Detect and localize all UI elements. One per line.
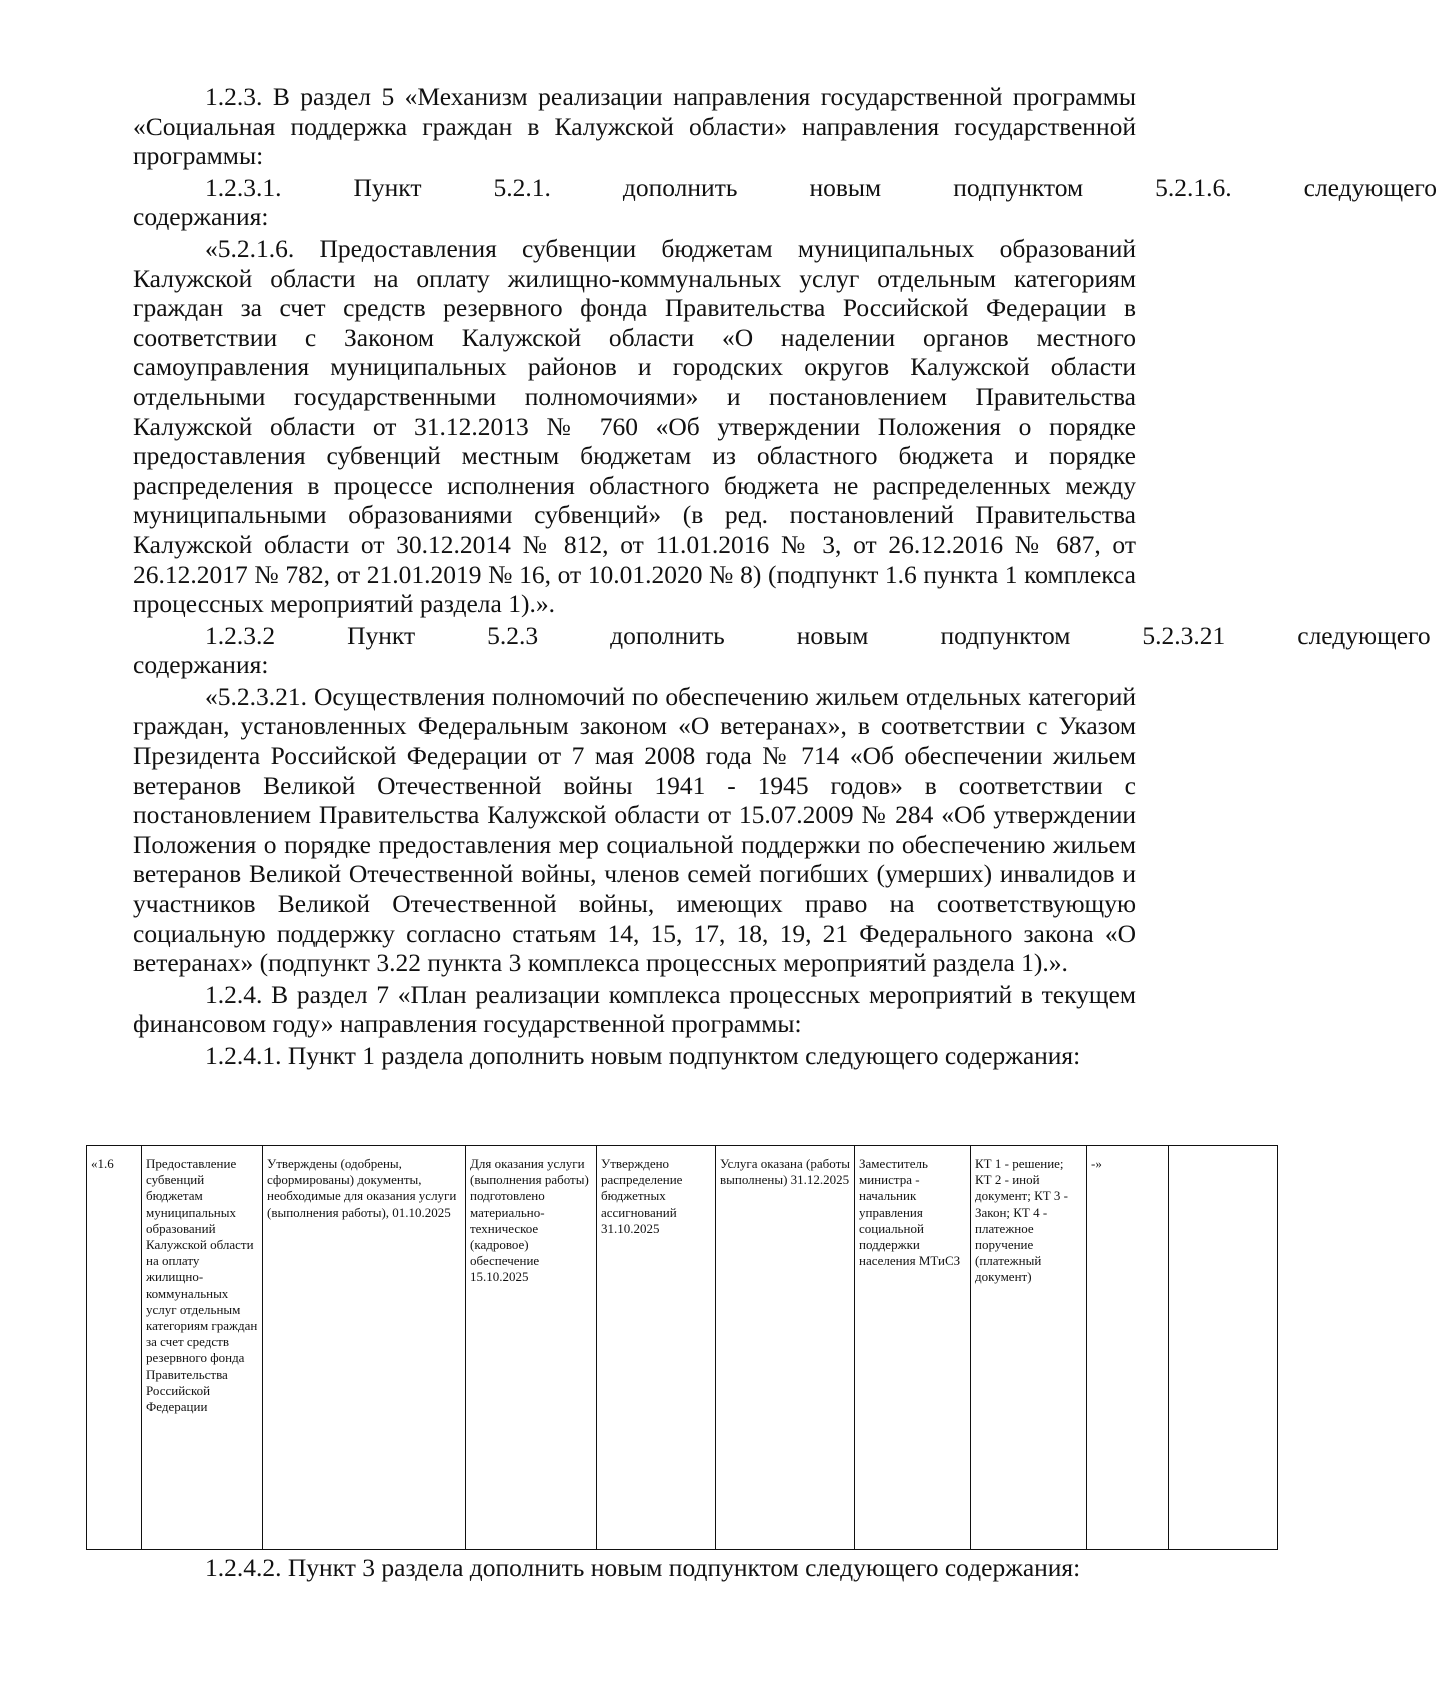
cell-control-point-4: Услуга оказана (работы выполнены) 31.12.2025 bbox=[716, 1146, 855, 1550]
cell-closing-mark: -» bbox=[1087, 1146, 1169, 1550]
cell-empty bbox=[1169, 1146, 1278, 1550]
cell-control-point-2: Для оказания услуги (выполнения работы) подготовлено материально-техническое (кадровое) обеспечение 15.10.2025 bbox=[466, 1146, 597, 1550]
paragraph-1-2-3-1-head bbox=[133, 172, 1437, 203]
word: 5.2.1.6. bbox=[1155, 172, 1232, 202]
paragraph-5-2-1-6: «5.2.1.6. Предоставления субвенции бюджетам муниципальных образований Калужской области на оплату жилищно-коммунальных услуг отдельным категориям граждан за счет средств резервного фонда Правительства Российской Федерации в соответствии с Законом Калужской области «О наделении органов местного самоуправления муниципальных районов и городских округов Калужской области отдельными государственными полномочиями» и постановлением Правительства Калужской области от 31.12.2013 № 760 «Об утверждении Положения о порядке предоставления субвенций местным бюджетам из областного бюджета и порядке распределения в процессе исполнения областного бюджета не распределенных между муниципальными образованиями субвенций» (в ред. постановлений Правительства Калужской области от 30.12.2014 № 812, от 11.01.2016 № 3, от 26.12.2016 № 687, от 26.12.2017 № 782, от 21.01.2019 № 16, от 10.01.2020 № 8) (подпункт 1.6 пункта 1 комплекса процессных мероприятий раздела 1).». bbox=[133, 233, 1136, 619]
word: 1.2.3.2 bbox=[205, 620, 276, 650]
paragraph-1-2-4-1: 1.2.4.1. Пункт 1 раздела дополнить новым подпунктом следующего содержания: bbox=[205, 1041, 1081, 1070]
word: дополнить bbox=[610, 620, 725, 650]
paragraph-1-2-3-2-head bbox=[133, 620, 1431, 651]
paragraph-1-2-4: 1.2.4. В раздел 7 «План реализации комплекса процессных мероприятий в текущем финансовом году» направления государственной программы: bbox=[133, 979, 1136, 1039]
document-page bbox=[133, 82, 1437, 1071]
word: Пункт bbox=[353, 172, 422, 202]
cell-event-name: Предоставление субвенций бюджетам муниципальных образований Калужской области на оплату жилищно-коммунальных услуг отдельным категориям граждан за счет средств резервного фонда Правительства Российской Федерации bbox=[142, 1146, 263, 1550]
word: новым bbox=[796, 620, 869, 650]
paragraph-1-2-3: 1.2.3. В раздел 5 «Механизм реализации направления государственной программы «Социальная поддержка граждан в Калужской области» направления государственной программы: bbox=[133, 82, 1136, 171]
word: подпунктом bbox=[940, 620, 1071, 650]
word: следующего bbox=[1303, 172, 1437, 202]
word: дополнить bbox=[622, 172, 738, 202]
paragraph-1-2-4-2-wrap bbox=[133, 1553, 1136, 1583]
plan-table bbox=[86, 1145, 1278, 1550]
word: 5.2.3 bbox=[487, 620, 539, 650]
paragraph-1-2-3-2-tail: содержания: bbox=[133, 650, 269, 680]
word: 5.2.1. bbox=[493, 172, 551, 202]
word: новым bbox=[809, 172, 882, 202]
word: следующего bbox=[1297, 620, 1431, 650]
cell-control-point-1: Утверждены (одобрены, сформированы) документы, необходимые для оказания услуги (выполнения работы), 01.10.2025 bbox=[263, 1146, 466, 1550]
word: подпунктом bbox=[953, 172, 1084, 202]
cell-number: «1.6 bbox=[87, 1146, 142, 1550]
cell-document-types: КТ 1 - решение; КТ 2 - иной документ; КТ 3 - Закон; КТ 4 - платежное поручение (платежный документ) bbox=[971, 1146, 1087, 1550]
cell-responsible: Заместитель министра - начальник управления социальной поддержки населения МТиСЗ bbox=[855, 1146, 971, 1550]
word: 5.2.3.21 bbox=[1142, 620, 1226, 650]
paragraph-1-2-3-1-tail: содержания: bbox=[133, 202, 269, 232]
word: 1.2.3.1. bbox=[205, 172, 282, 202]
table-row bbox=[87, 1146, 1278, 1550]
paragraph-5-2-3-21: «5.2.3.21. Осуществления полномочий по обеспечению жильем отдельных категорий граждан, установленных Федеральным законом «О ветеранах», в соответствии с Указом Президента Российской Федерации от 7 мая 2008 года № 714 «Об обеспечении жильем ветеранов Великой Отечественной войны 1941 - 1945 годов» в соответствии с постановлением Правительства Калужской области от 15.07.2009 № 284 «Об утверждении Положения о порядке предоставления мер социальной поддержки по обеспечению жильем ветеранов Великой Отечественной войны, членов семей погибших (умерших) инвалидов и участников Великой Отечественной войны, имеющих право на соответствующую социальную поддержку согласно статьям 14, 15, 17, 18, 19, 21 Федерального закона «О ветеранах» (подпункт 3.22 пункта 3 комплекса процессных мероприятий раздела 1).». bbox=[133, 681, 1136, 978]
paragraph-1-2-4-2: 1.2.4.2. Пункт 3 раздела дополнить новым подпунктом следующего содержания: bbox=[205, 1553, 1081, 1582]
cell-control-point-3: Утверждено распределение бюджетных ассигнований 31.10.2025 bbox=[597, 1146, 716, 1550]
word: Пункт bbox=[347, 620, 416, 650]
